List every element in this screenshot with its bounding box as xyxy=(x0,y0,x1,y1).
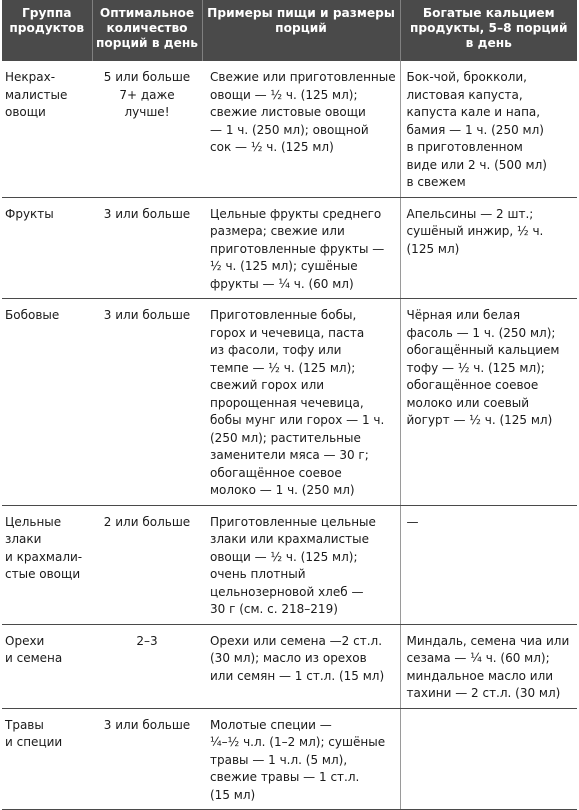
cell-examples: Орехи или семена —2 ст.л. (30 мл); масло из орехов или семян — 1 ст.л. (15 мл) xyxy=(202,624,400,708)
cell-servings: 2–3 xyxy=(92,624,202,708)
table-row xyxy=(2,505,577,624)
cell-calcium: — xyxy=(400,505,577,624)
cell-group: Цельные злаки и крахмали- стые овощи xyxy=(2,505,92,624)
table-header xyxy=(2,0,577,61)
header-servings: Оптимальное количество порций в день xyxy=(92,0,202,61)
cell-servings: 5 или больше 7+ даже лучше! xyxy=(92,61,202,197)
table-row xyxy=(2,708,577,810)
cell-group: Орехи и семена xyxy=(2,624,92,708)
header-food-group: Группа продуктов xyxy=(2,0,92,61)
cell-calcium: Бок-чой, брокколи, листовая капуста, капуста кале и напа, бамия — 1 ч. (250 мл) в приготовленном виде или 2 ч. (500 мл) в свежем xyxy=(400,61,577,197)
table-row xyxy=(2,61,577,197)
cell-examples: Молотые специи — ¼–½ ч.л. (1–2 мл); сушёные травы — 1 ч.л. (5 мл), свежие травы — 1 ст.л. (15 мл) xyxy=(202,708,400,810)
cell-examples: Свежие или приготовленные овощи — ½ ч. (125 мл); свежие листовые овощи — 1 ч. (250 мл); овощной сок — ½ ч. (125 мл) xyxy=(202,61,400,197)
header-calcium: Богатые кальцием продукты, 5–8 порций в день xyxy=(400,0,577,61)
cell-calcium: Миндаль, семена чиа или сезама — ¼ ч. (60 мл); миндальное масло или тахини — 2 ст.л. (30 мл) xyxy=(400,624,577,708)
cell-calcium xyxy=(400,708,577,810)
cell-servings: 3 или больше xyxy=(92,708,202,810)
cell-servings: 3 или больше xyxy=(92,299,202,506)
cell-calcium: Чёрная или белая фасоль — 1 ч. (250 мл); обогащённый кальцием тофу — ½ ч. (125 мл); обогащённое соевое молоко или соевый йогурт — ½ ч. (125 мл) xyxy=(400,299,577,506)
cell-examples: Приготовленные цельные злаки или крахмалистые овощи — ½ ч. (125 мл); очень плотный цельнозерновой хлеб — 30 г (см. с. 218–219) xyxy=(202,505,400,624)
header-examples: Примеры пищи и размеры порций xyxy=(202,0,400,61)
table-row xyxy=(2,197,577,299)
cell-group: Травы и специи xyxy=(2,708,92,810)
table-body xyxy=(2,61,577,810)
cell-examples: Цельные фрукты среднего размера; свежие или приготовленные фрукты — ½ ч. (125 мл); сушёные фрукты — ¼ ч. (60 мл) xyxy=(202,197,400,299)
food-group-table xyxy=(2,0,577,810)
table-row xyxy=(2,624,577,708)
table-row xyxy=(2,299,577,506)
header-row xyxy=(2,0,577,61)
cell-calcium: Апельсины — 2 шт.; сушёный инжир, ½ ч. (125 мл) xyxy=(400,197,577,299)
cell-group: Некрах- малистые овощи xyxy=(2,61,92,197)
cell-servings: 3 или больше xyxy=(92,197,202,299)
cell-servings: 2 или больше xyxy=(92,505,202,624)
cell-examples: Приготовленные бобы, горох и чечевица, паста из фасоли, тофу или темпе — ½ ч. (125 мл); свежий горох или пророщенная чечевица, бобы мунг или горох — 1 ч. (250 мл); растительные заменители мяса — 30 г; обогащённое соевое молоко — 1 ч. (250 мл) xyxy=(202,299,400,506)
cell-group: Бобовые xyxy=(2,299,92,506)
cell-group: Фрукты xyxy=(2,197,92,299)
